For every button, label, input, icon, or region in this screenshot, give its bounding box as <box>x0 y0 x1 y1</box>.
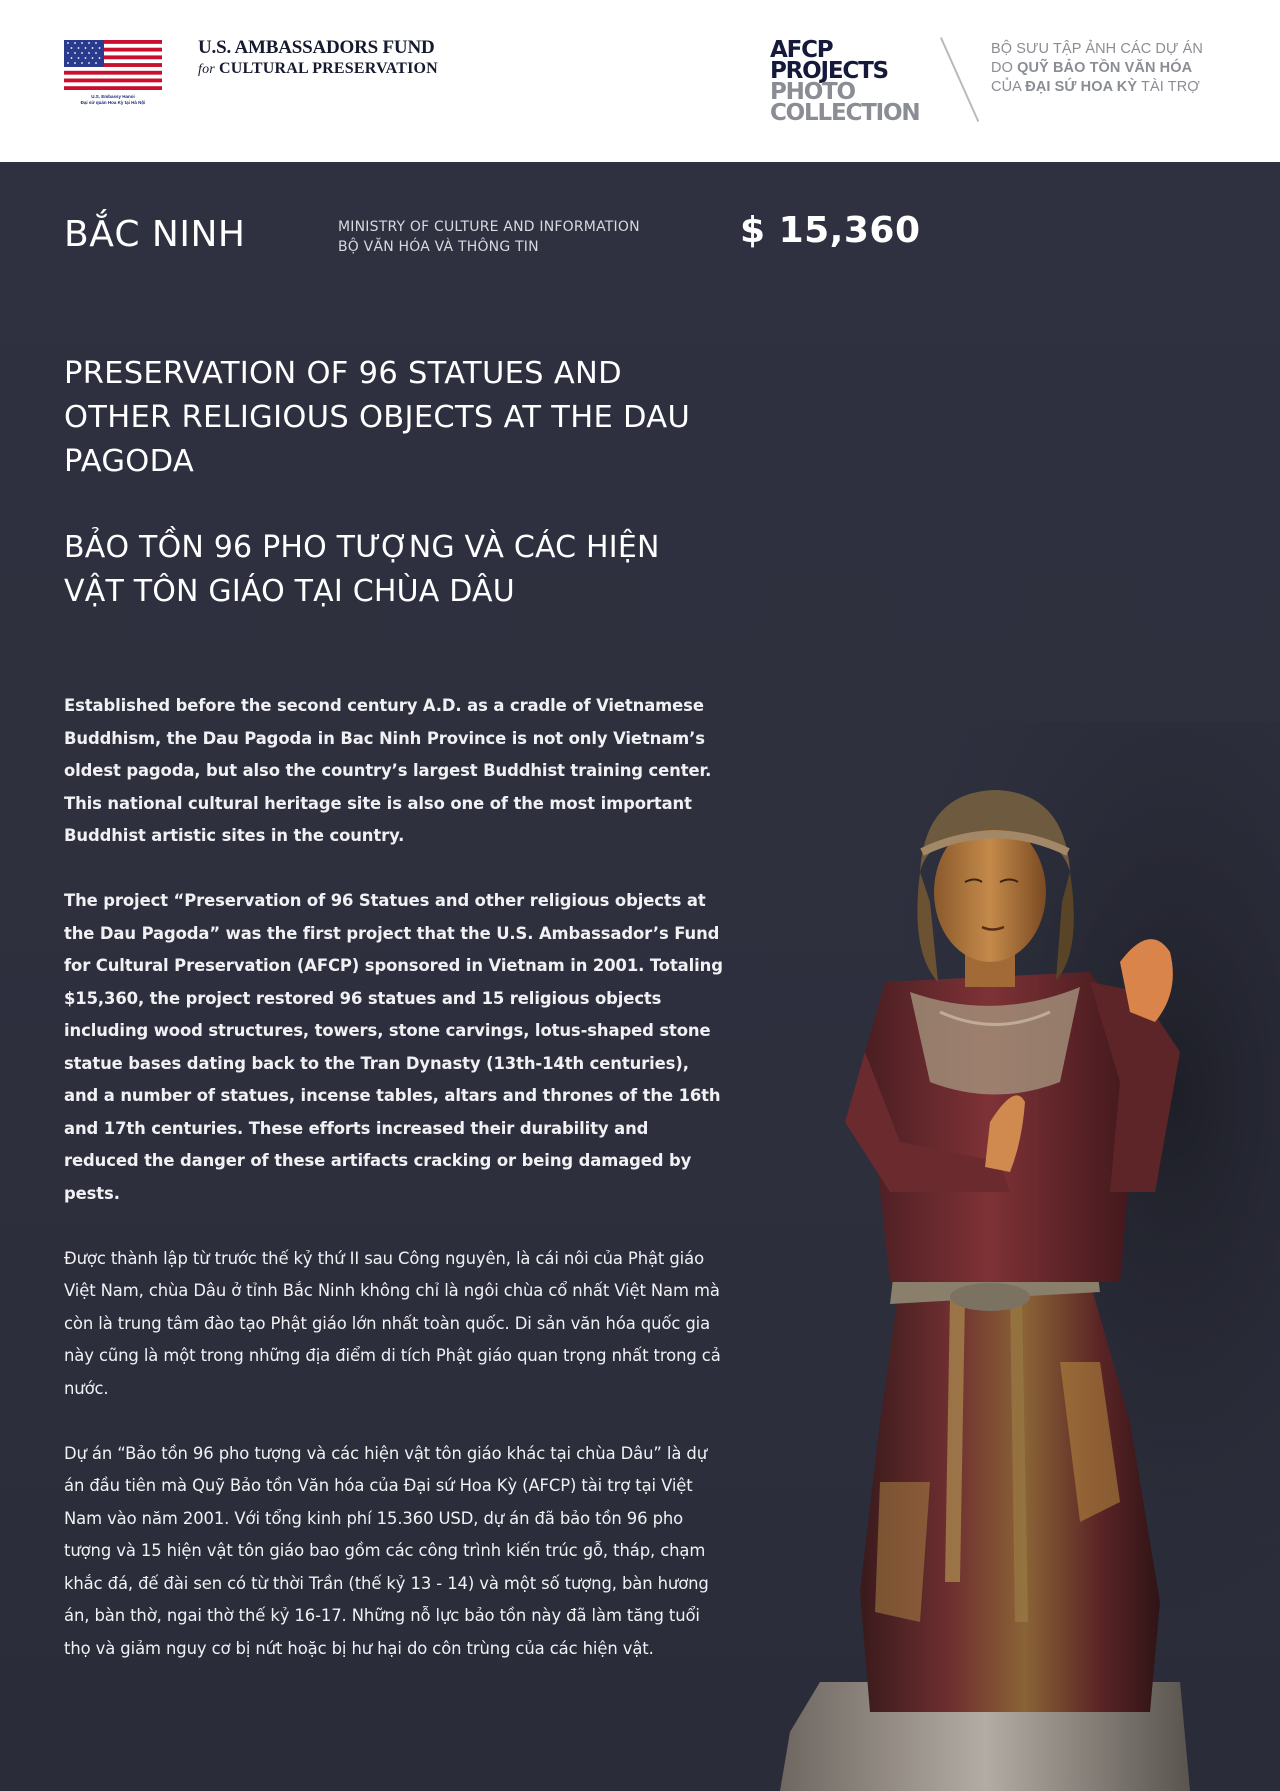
tagline-line3-bold: ĐẠI SỨ HOA KỲ <box>1025 79 1138 95</box>
description-vn-p1: Được thành lập từ trước thế kỷ thứ II sau Công nguyên, là cái nôi của Phật giáo Việt Nam, chùa Dâu ở tỉnh Bắc Ninh không chỉ là ngôi chùa cổ nhất Việt Nam mà còn là trung tâm đào tạo Phật giáo lớn nhất toàn quốc. Di sản văn hóa quốc gia này cũng là một trong những địa điểm di tích Phật giáo quan trọng nhất trong cả nước. <box>64 1248 721 1398</box>
project-title-vn: BẢO TỒN 96 PHO TƯỢNG VÀ CÁC HIỆN VẬT TÔN GIÁO TẠI CHÙA DÂU <box>64 530 660 609</box>
ministry <box>338 217 640 257</box>
project-title-en: PRESERVATION OF 96 STATUES AND OTHER RELIGIOUS OBJECTS AT THE DAU PAGODA <box>64 356 691 479</box>
page-header <box>0 0 1280 162</box>
fund-name-line2 <box>198 59 438 79</box>
tagline-line3-pre: CỦA <box>991 79 1026 95</box>
tagline-line2-pre: DO <box>991 60 1018 76</box>
collection-word: COLLECTION <box>770 100 920 126</box>
tagline-line2 <box>991 59 1203 78</box>
embassy-caption-vn: Đại sứ quán Hoa Kỳ tại Hà Nội <box>80 100 146 105</box>
ministry-vn: BỘ VĂN HÓA VÀ THÔNG TIN <box>338 239 539 255</box>
afcp-collection-logo <box>770 37 920 126</box>
projects-word: PROJECTS <box>770 58 888 84</box>
fund-logo-text <box>198 37 438 79</box>
embassy-caption <box>64 94 162 106</box>
tagline-line3-post: TÀI TRỢ <box>1137 79 1200 95</box>
logo-divider <box>940 37 979 122</box>
description-en-p2: The project “Preservation of 96 Statues and other religious objects at the Dau Pagoda” was the first project that the U.S. Ambassador’s Fund for Cultural Preservation (AFCP) sponsored in Vietnam in 2001. Totaling $15,360, the project restored 96 statues and 15 religious objects including wood structures, towers, stone carvings, lotus-shaped stone statue bases dating back to the Tran Dynasty (13th-14th centuries), and a number of statues, incense tables, altars and thrones of the 16th and 17th centuries. These efforts increased their durability and reduced the danger of these artifacts cracking or being damaged by pests. <box>64 891 723 1203</box>
ministry-en: MINISTRY OF CULTURE AND INFORMATION <box>338 219 640 235</box>
project-panel <box>0 162 1280 1791</box>
photo-word: PHOTO <box>770 79 855 105</box>
province-name: BẮC NINH <box>64 214 246 255</box>
collection-vn-tagline <box>991 40 1203 97</box>
tagline-line3 <box>991 78 1203 97</box>
grant-amount: $ 15,360 <box>740 210 921 251</box>
description-en-p1: Established before the second century A.D. as a cradle of Vietnamese Buddhism, the Dau Pagoda in Bac Ninh Province is not only Vietnam’s oldest pagoda, but also the country’s largest Buddhist training center. This national cultural heritage site is also one of the most important Buddhist artistic sites in the country. <box>64 696 712 845</box>
fund-for: for <box>198 62 215 77</box>
tagline-line2-bold: QUỸ BẢO TỒN VĂN HÓA <box>1017 60 1193 76</box>
afcp-word: AFCP <box>770 37 833 63</box>
fund-name-cultural: CULTURAL PRESERVATION <box>218 60 438 77</box>
statue-photo <box>760 722 1280 1791</box>
us-flag-icon <box>64 40 162 90</box>
embassy-logo <box>64 40 162 106</box>
description-vn-p2: Dự án “Bảo tồn 96 pho tượng và các hiện vật tôn giáo khác tại chùa Dâu” là dự án đầu tiên mà Quỹ Bảo tồn Văn hóa của Đại sứ Hoa Kỳ (AFCP) tài trợ tại Việt Nam vào năm 2001. Với tổng kinh phí 15.360 USD, dự án đã bảo tồn 96 pho tượng và 15 hiện vật tôn giáo bao gồm các công trình kiến trúc gỗ, tháp, chạm khắc đá, đế đài sen có từ thời Trần (thế kỷ 13 - 14) và một số tượng, bàn hương án, bàn thờ, ngai thờ thế kỷ 16-17. Những nỗ lực bảo tồn này đã làm tăng tuổi thọ và giảm nguy cơ bị nứt hoặc bị hư hại do côn trùng của các hiện vật. <box>64 1443 709 1658</box>
fund-name-line1: U.S. AMBASSADORS FUND <box>198 37 435 58</box>
project-description <box>64 690 724 1698</box>
embassy-caption-en: U.S. Embassy Hanoi <box>91 94 135 99</box>
tagline-line1: BỘ SƯU TẬP ẢNH CÁC DỰ ÁN <box>991 41 1203 57</box>
